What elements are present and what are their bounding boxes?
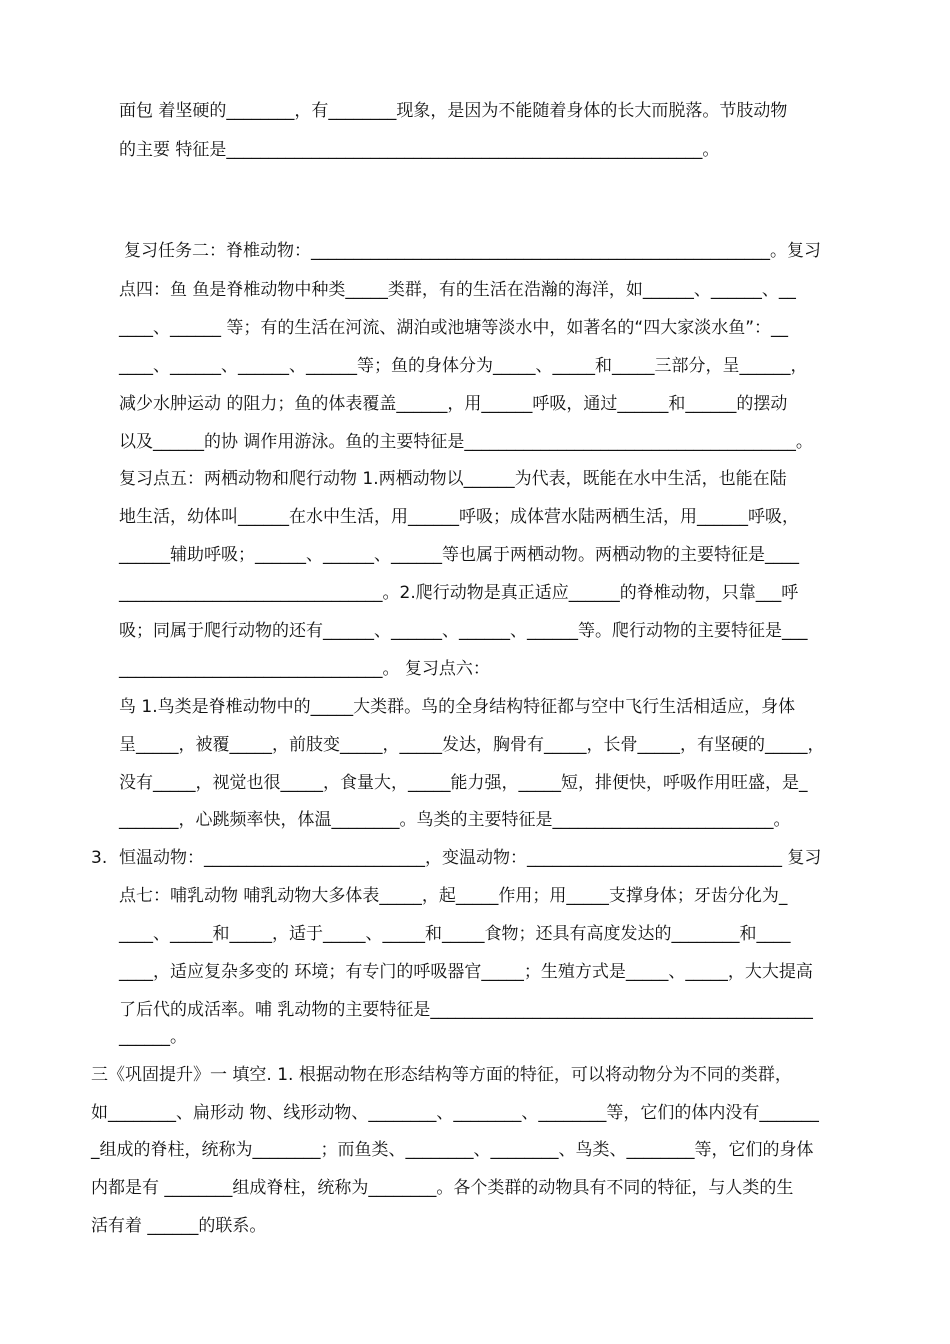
- text-line: 没有_____，视觉也很_____，食量大，_____能力强，_____短，排便快，呼吸作用旺盛，是_: [119, 773, 808, 793]
- text-line: 呈_____，被覆_____，前肢变_____，_____发达，胸骨有_____，长骨_____，有坚硬的_____，: [119, 735, 825, 755]
- text-line: 的主要 特征是________________________________________________________。: [119, 140, 720, 160]
- text-line: 内都是有 ________组成脊柱，统称为________。各个类群的动物具有不同的特征，与人类的生: [91, 1178, 794, 1198]
- text-line: 吸；同属于爬行动物的还有______、______、______、______等。爬行动物的主要特征是___: [119, 621, 808, 641]
- text-line: _______________________________。2.爬行动物是真正适应______的脊椎动物，只靠___呼: [119, 583, 799, 603]
- text-line: 活有着 ______的联系。: [91, 1216, 267, 1236]
- text-line: 点七：哺乳动物 哺乳动物大多体表_____，起_____作用；用_____支撑身体；牙齿分化为_: [119, 886, 788, 906]
- text-line: 减少水肿运动 的阻力；鱼的体表覆盖______，用______呼吸，通过______和______的摆动: [119, 394, 788, 414]
- section-heading-line: 复习任务二：脊椎动物：______________________________________________________。复习: [124, 241, 821, 261]
- text-line: 以及______的协 调作用游泳。鱼的主要特征是_______________________________________。: [119, 432, 813, 452]
- text-line: 地生活，幼体叫______在水中生活，用______呼吸；成体营水陆两栖生活，用______呼吸，: [119, 507, 799, 527]
- text-line: _组成的脊柱，统称为________；而鱼类、________、________、鸟类、________等，它们的身体: [91, 1140, 814, 1160]
- text-line: _______________________________。 复习点六：: [119, 659, 490, 679]
- text-line: 鸟 1.鸟类是脊椎动物中的_____大类群。鸟的全身结构特征都与空中飞行生活相适应，身体: [119, 697, 796, 717]
- text-line: ____，适应复杂多变的 环境；有专门的呼吸器官_____；生殖方式是_____、_____，大大提高: [119, 962, 813, 982]
- text-line: 面包 着坚硬的________，有________现象，是因为不能随着身体的长大而脱落。节肢动物: [119, 101, 788, 121]
- section-three-line: 三《巩固提升》一 填空. 1. 根据动物在形态结构等方面的特征，可以将动物分为不同的类群，: [91, 1065, 792, 1085]
- text-line: ____、_____和_____，适于_____、_____和_____食物；还具有高度发达的________和____: [119, 924, 791, 944]
- text-line: 恒温动物：__________________________，变温动物：______________________________ 复习: [119, 848, 822, 868]
- list-number: 3.: [91, 848, 108, 868]
- text-line: 如________、扁形动 物、线形动物、________、________、________等，它们的体内没有_______: [91, 1103, 819, 1123]
- text-line: 了后代的成活率。哺 乳动物的主要特征是_____________________________________________: [119, 1000, 813, 1020]
- text-line: ______。: [119, 1027, 187, 1047]
- text-line: ______辅助呼吸；______、______、______等也属于两栖动物。两栖动物的主要特征是____: [119, 545, 799, 565]
- text-line: 点四：鱼 鱼是脊椎动物中种类_____类群，有的生活在浩瀚的海洋，如______、______、__: [119, 280, 796, 300]
- text-line: 复习点五：两栖动物和爬行动物 1.两栖动物以______为代表，既能在水中生活，也能在陆: [119, 469, 787, 489]
- text-line: ____、______ 等；有的生活在河流、湖泊或池塘等淡水中，如著名的“四大家淡水鱼”：__: [119, 318, 789, 338]
- text-line: _______，心跳频率快，体温________。鸟类的主要特征是__________________________。: [119, 810, 791, 830]
- text-line: ____、______、______、______等；鱼的身体分为_____、_____和_____三部分，呈______，: [119, 356, 808, 376]
